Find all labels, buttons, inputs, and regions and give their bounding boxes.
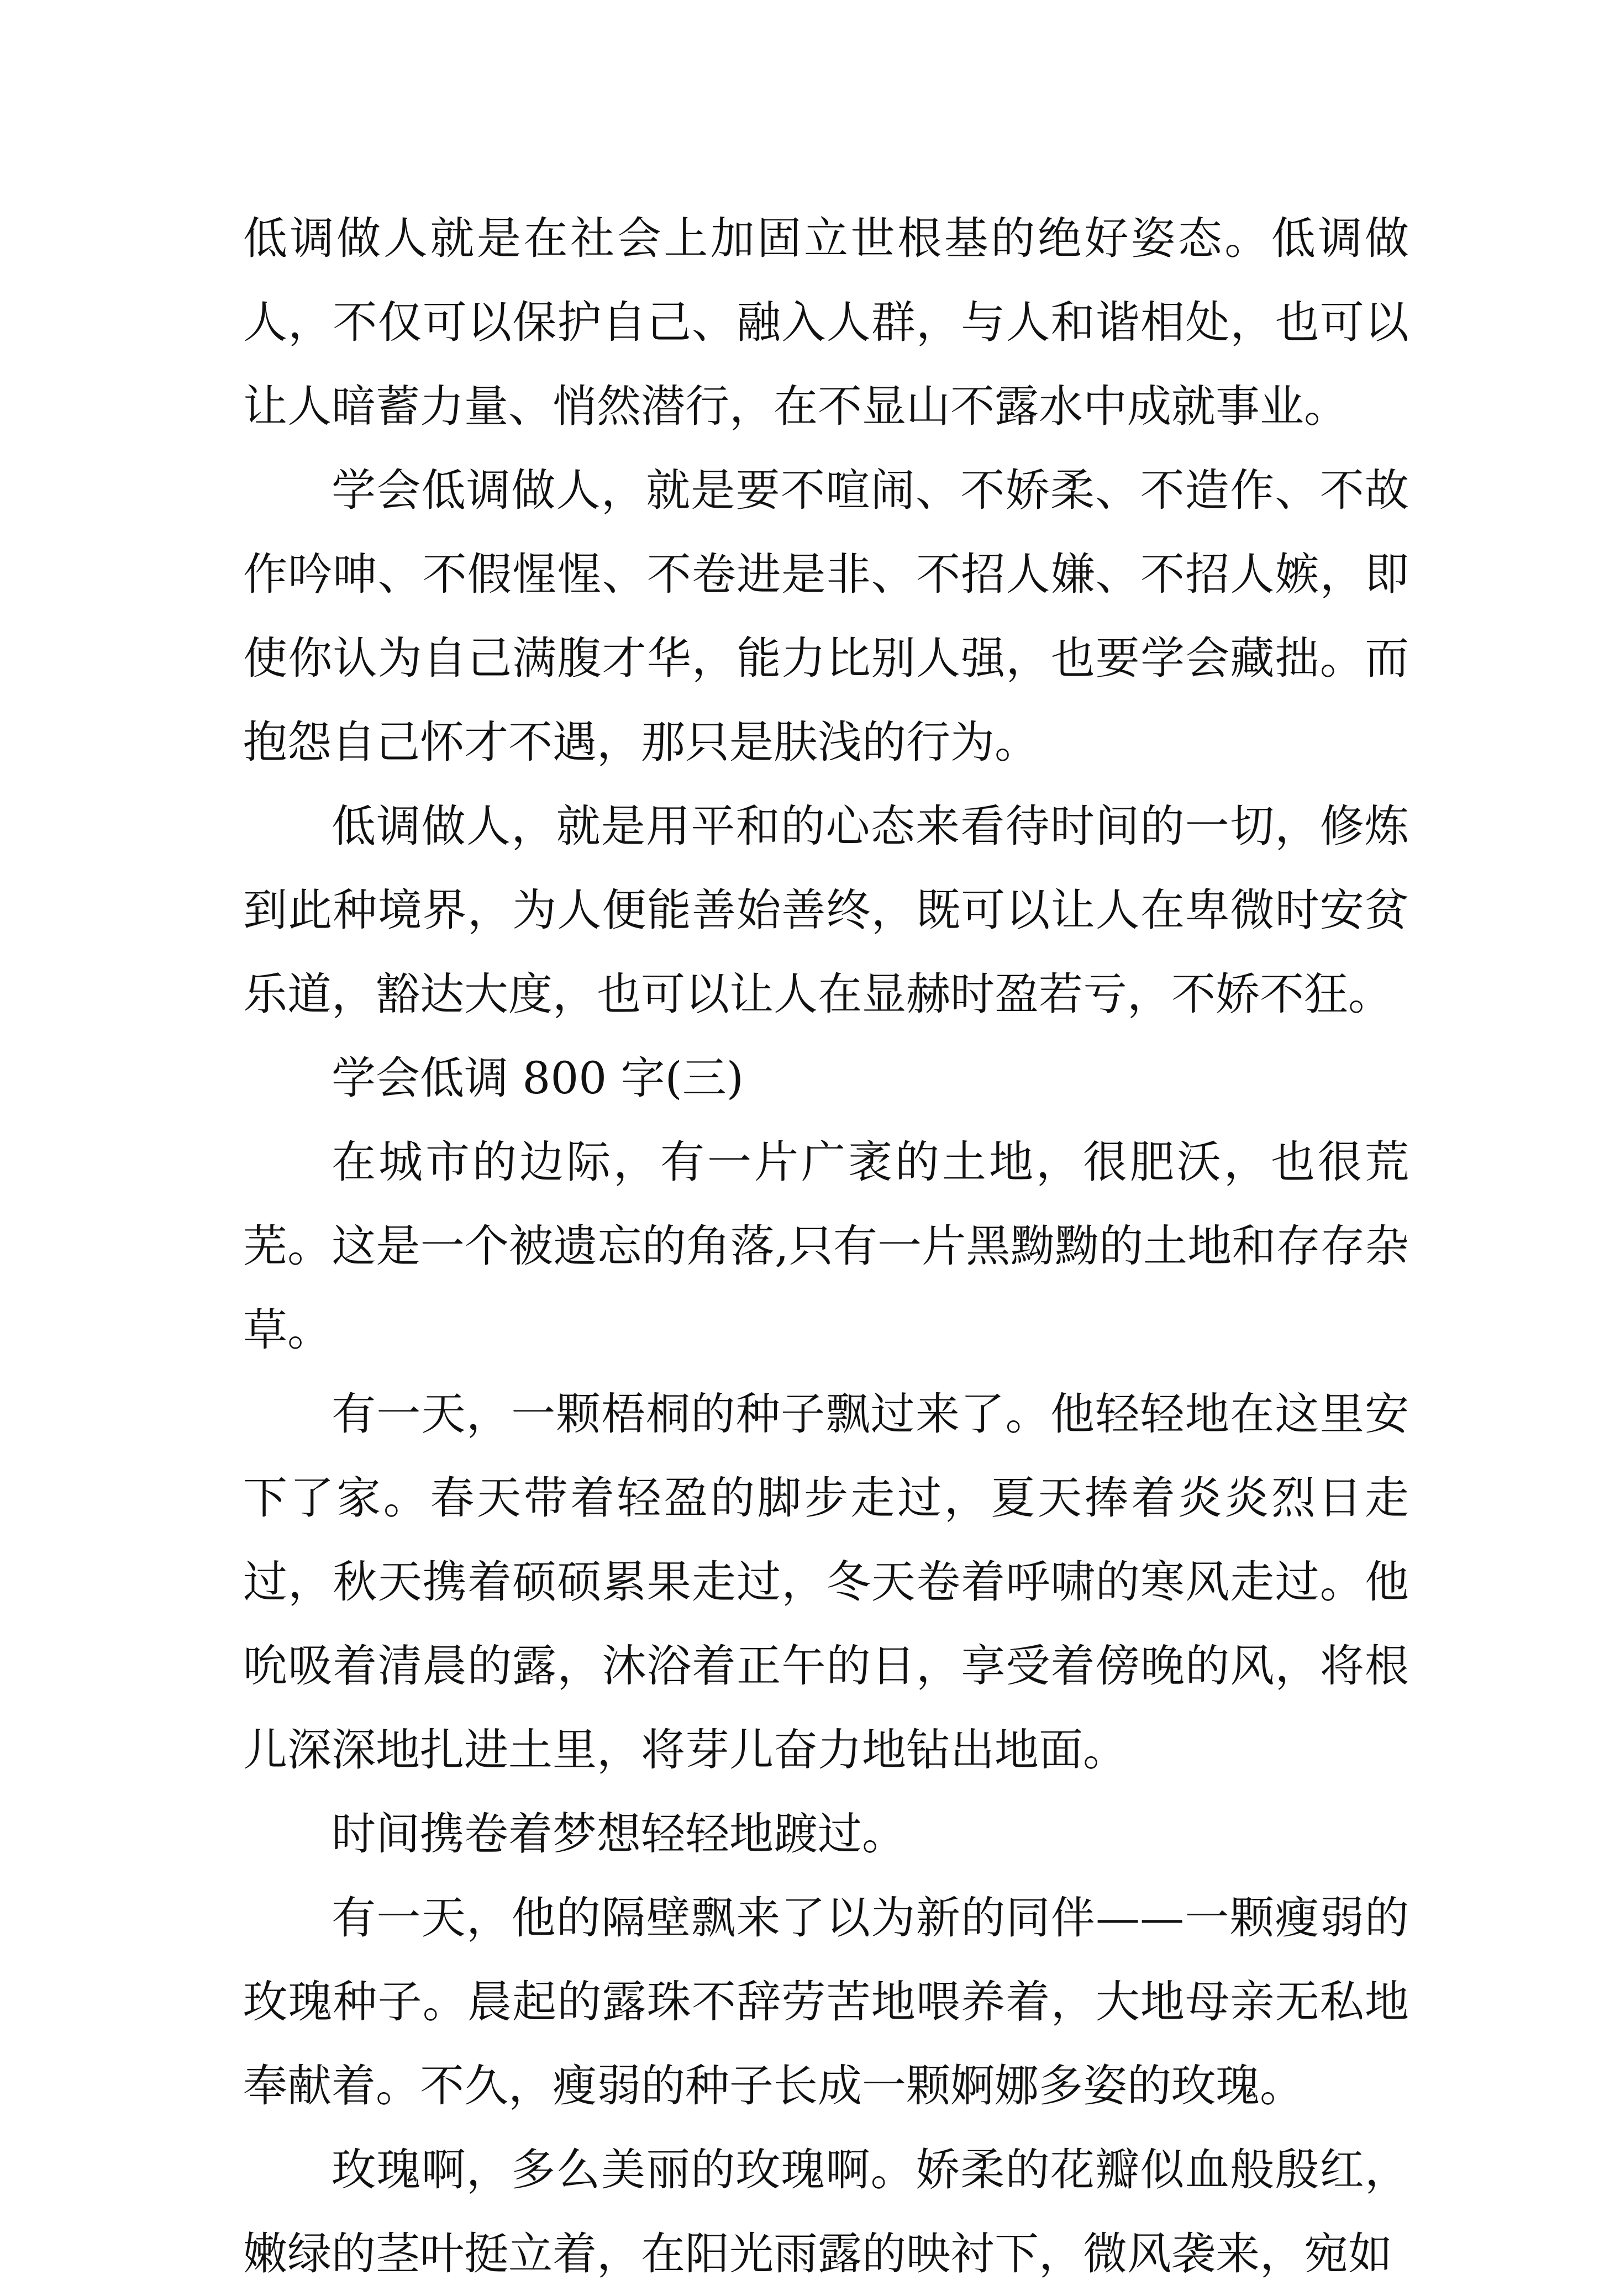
- paragraph-2: 学会低调做人，就是要不喧闹、不娇柔、不造作、不故作吟呻、不假惺惺、不卷进是非、不招人嫌、不招人嫉，即使你认为自己满腹才华，能力比别人强，也要学会藏拙。而抱怨自己怀才不遇，那只是肤浅的行为。: [243, 465, 1409, 768]
- paragraph-8: 玫瑰啊，多么美丽的玫瑰啊。娇柔的花瓣似血般殷红，嫩绿的茎叶挺立着，在阳光雨露的映衬下，微风袭来，宛如: [243, 2144, 1409, 2279]
- paragraph-1: 低调做人就是在社会上加固立世根基的绝好姿态。低调做人，不仅可以保护自己、融入人群，与人和谐相处，也可以让人暗蓄力量、悄然潜行，在不显山不露水中成就事业。: [243, 213, 1409, 432]
- document-body: [243, 197, 1409, 2296]
- paragraph-3: 低调做人，就是用平和的心态来看待时间的一切，修炼到此种境界，为人便能善始善终，既可以让人在卑微时安贫乐道，豁达大度，也可以让人在显赫时盈若亏，不娇不狂。: [243, 801, 1409, 1020]
- paragraph-4: 在城市的边际，有一片广袤的土地，很肥沃，也很荒芜。这是一个被遗忘的角落,只有一片黑黝黝的土地和存存杂草。: [243, 1136, 1409, 1356]
- section-heading: 学会低调 800 字(三): [332, 1052, 744, 1104]
- paragraph-5: 有一天，一颗梧桐的种子飘过来了。他轻轻地在这里安下了家。春天带着轻盈的脚步走过，夏天捧着炎炎烈日走过，秋天携着硕硕累果走过，冬天卷着呼啸的寒风走过。他吮吸着清晨的露，沐浴着正午的日，享受着傍晚的风，将根儿深深地扎进土里，将芽儿奋力地钻出地面。: [243, 1388, 1409, 1776]
- paragraph-6: 时间携卷着梦想轻轻地踱过。: [332, 1808, 906, 1860]
- paragraph-7: 有一天，他的隔壁飘来了以为新的同伴——一颗瘦弱的玫瑰种子。晨起的露珠不辞劳苦地喂养着，大地母亲无私地奉献着。不久，瘦弱的种子长成一颗婀娜多姿的玫瑰。: [243, 1892, 1409, 2111]
